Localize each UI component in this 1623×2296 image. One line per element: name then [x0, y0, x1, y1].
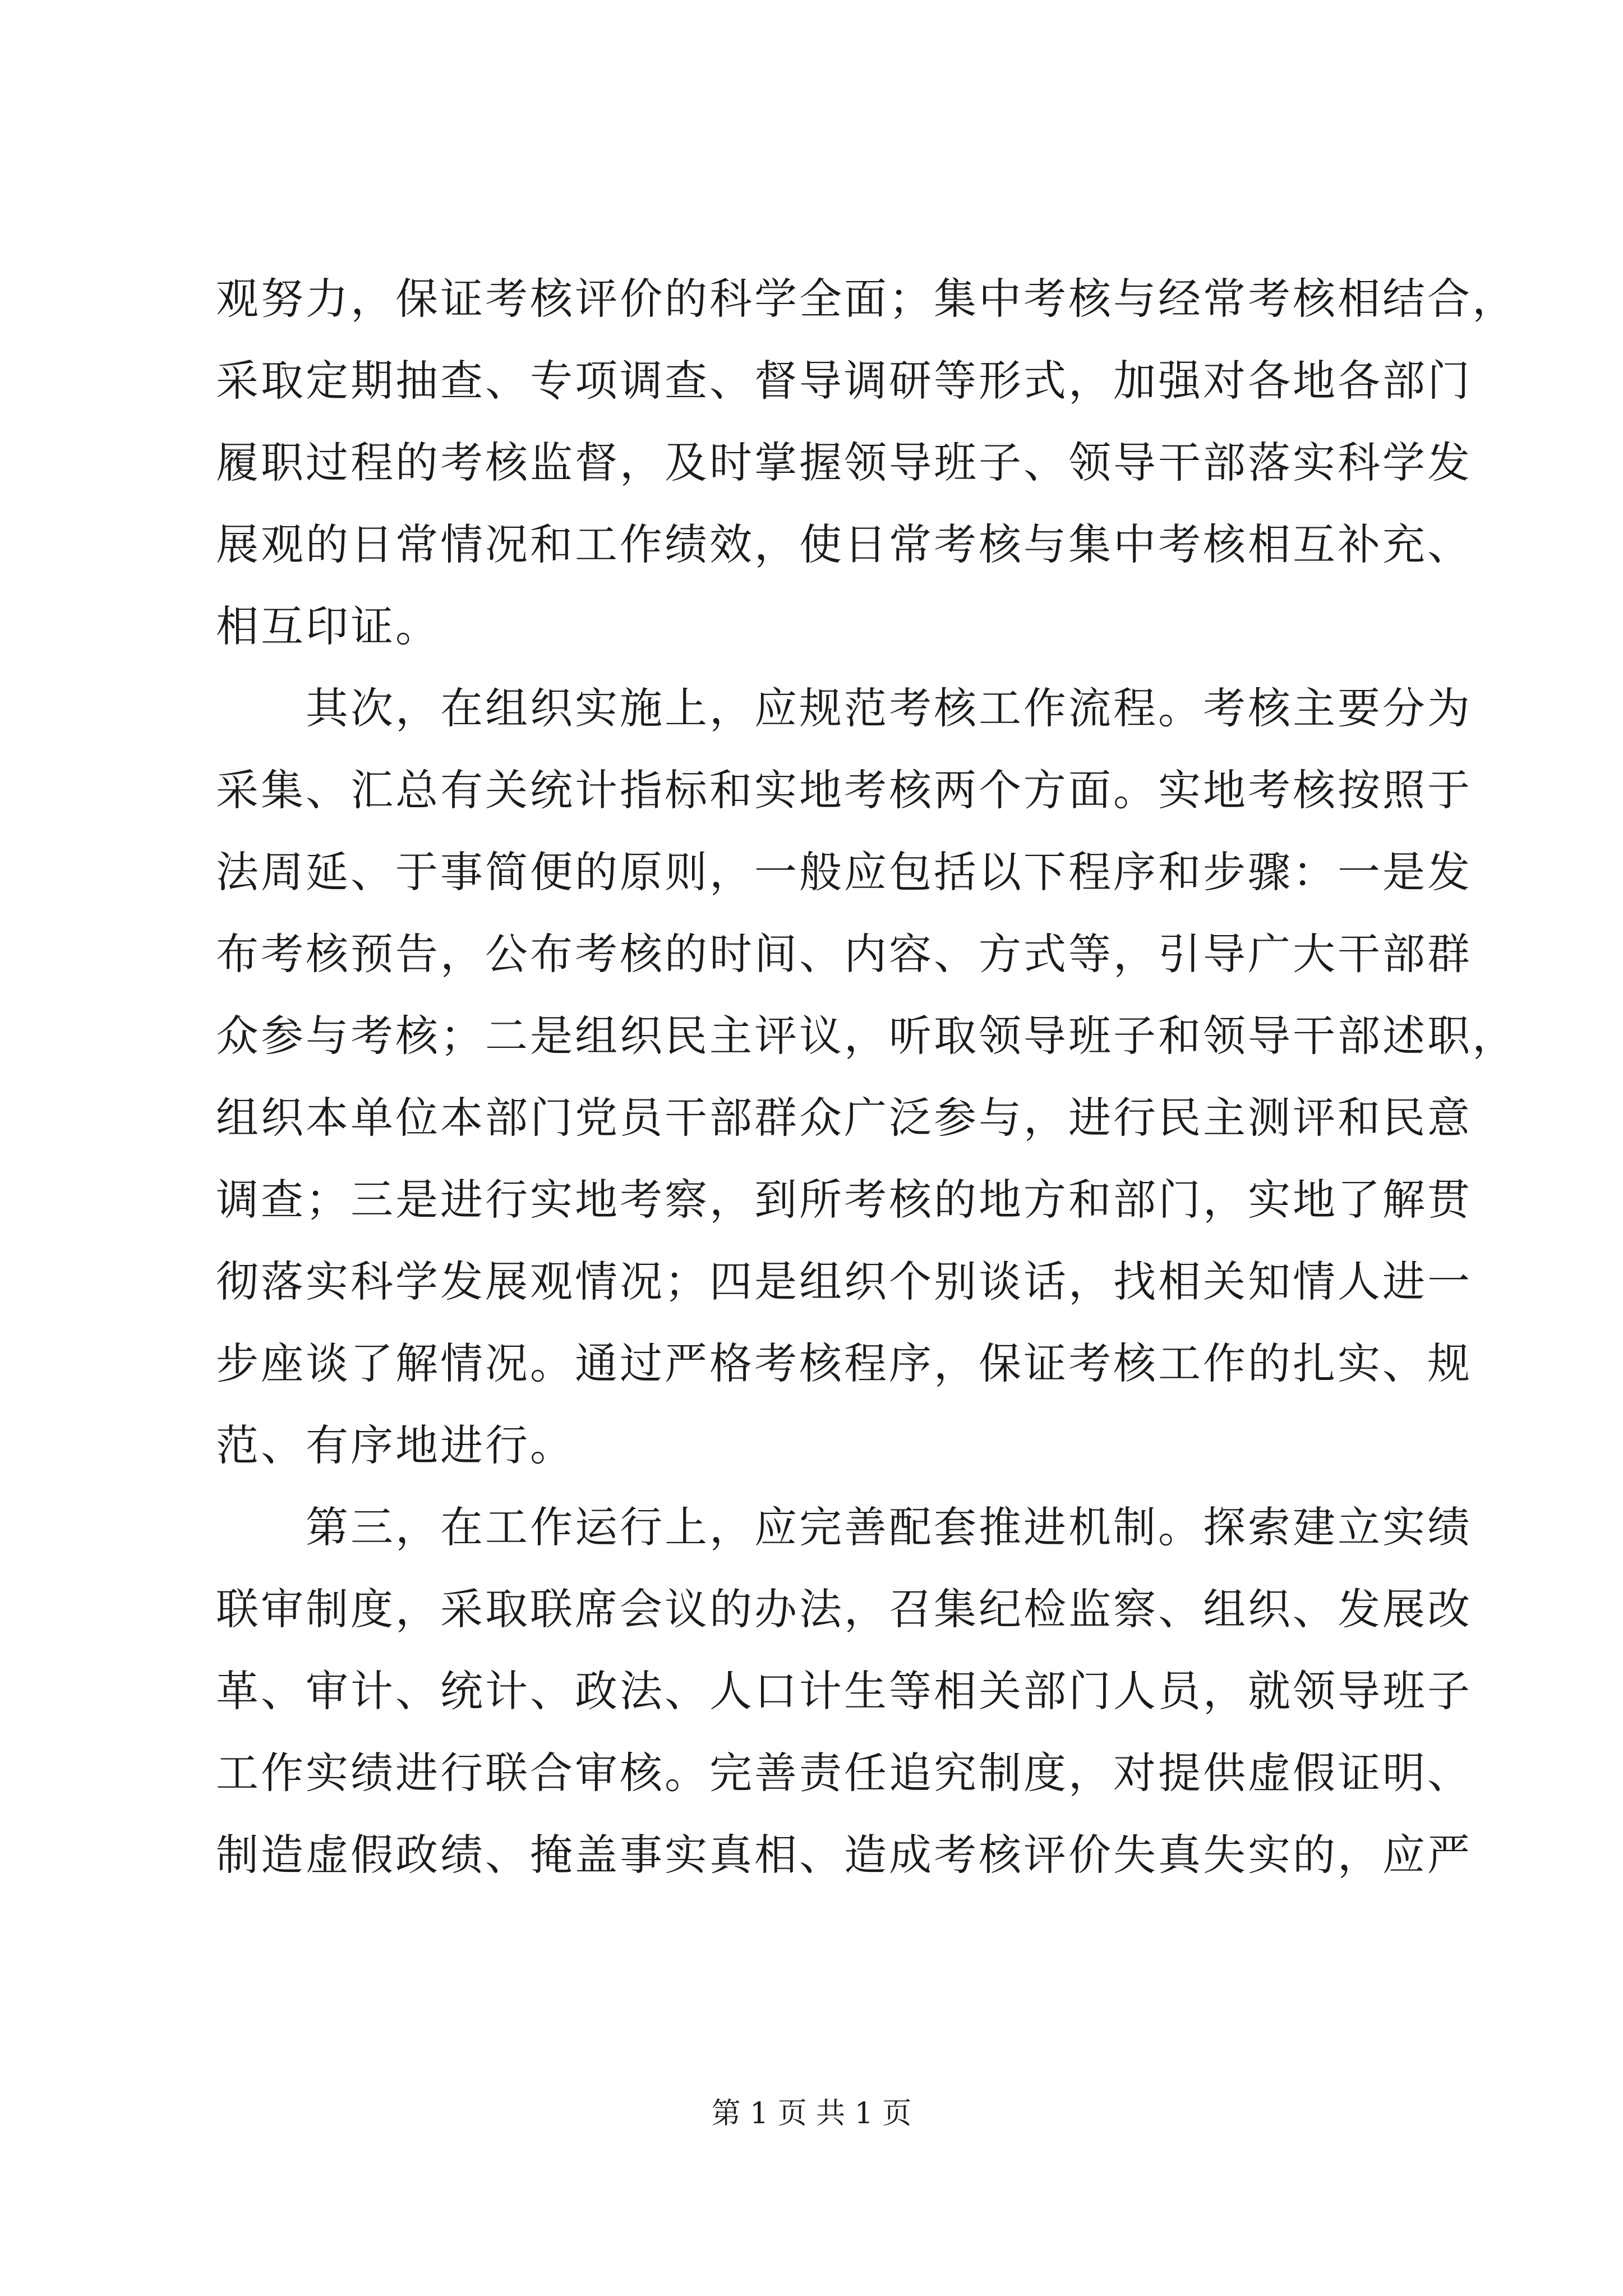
text-line: 法周延、于事简便的原则，一般应包括以下程序和步骤：一是发 [216, 847, 1472, 897]
text-line: 范、有序地进行。 [216, 1420, 575, 1470]
page-footer: 第 1 页 共 1 页 [711, 2097, 912, 2131]
text-line: 第三，在工作运行上，应完善配套推进机制。探索建立实绩 [216, 1502, 1472, 1552]
text-line: 革、审计、统计、政法、人口计生等相关部门人员，就领导班子 [216, 1666, 1472, 1716]
text-line: 相互印证。 [216, 601, 440, 651]
text-line: 展观的日常情况和工作绩效，使日常考核与集中考核相互补充、 [216, 519, 1472, 569]
text-line: 制造虚假政绩、掩盖事实真相、造成考核评价失真失实的，应严 [216, 1830, 1472, 1880]
text-line: 履职过程的考核监督，及时掌握领导班子、领导干部落实科学发 [216, 438, 1472, 487]
text-line: 联审制度，采取联席会议的办法，召集纪检监察、组织、发展改 [216, 1584, 1472, 1634]
text-line: 布考核预告，公布考核的时间、内容、方式等，引导广大干部群 [216, 929, 1472, 979]
text-line: 步座谈了解情况。通过严格考核程序，保证考核工作的扎实、规 [216, 1338, 1472, 1388]
text-line: 调查；三是进行实地考察，到所考核的地方和部门，实地了解贯 [216, 1175, 1472, 1225]
text-line: 组织本单位本部门党员干部群众广泛参与，进行民主测评和民意 [216, 1093, 1472, 1143]
body-text [216, 258, 1517, 1896]
text-line: 观努力，保证考核评价的科学全面；集中考核与经常考核相结合， [216, 274, 1517, 324]
text-line: 其次，在组织实施上，应规范考核工作流程。考核主要分为 [216, 683, 1472, 733]
text-line: 众参与考核；二是组织民主评议，听取领导班子和领导干部述职， [216, 1011, 1517, 1061]
text-line: 采取定期抽查、专项调查、督导调研等形式，加强对各地各部门 [216, 356, 1472, 406]
text-line: 工作实绩进行联合审核。完善责任追究制度，对提供虚假证明、 [216, 1748, 1472, 1798]
text-line: 彻落实科学发展观情况；四是组织个别谈话，找相关知情人进一 [216, 1257, 1472, 1306]
text-line: 采集、汇总有关统计指标和实地考核两个方面。实地考核按照于 [216, 765, 1472, 815]
